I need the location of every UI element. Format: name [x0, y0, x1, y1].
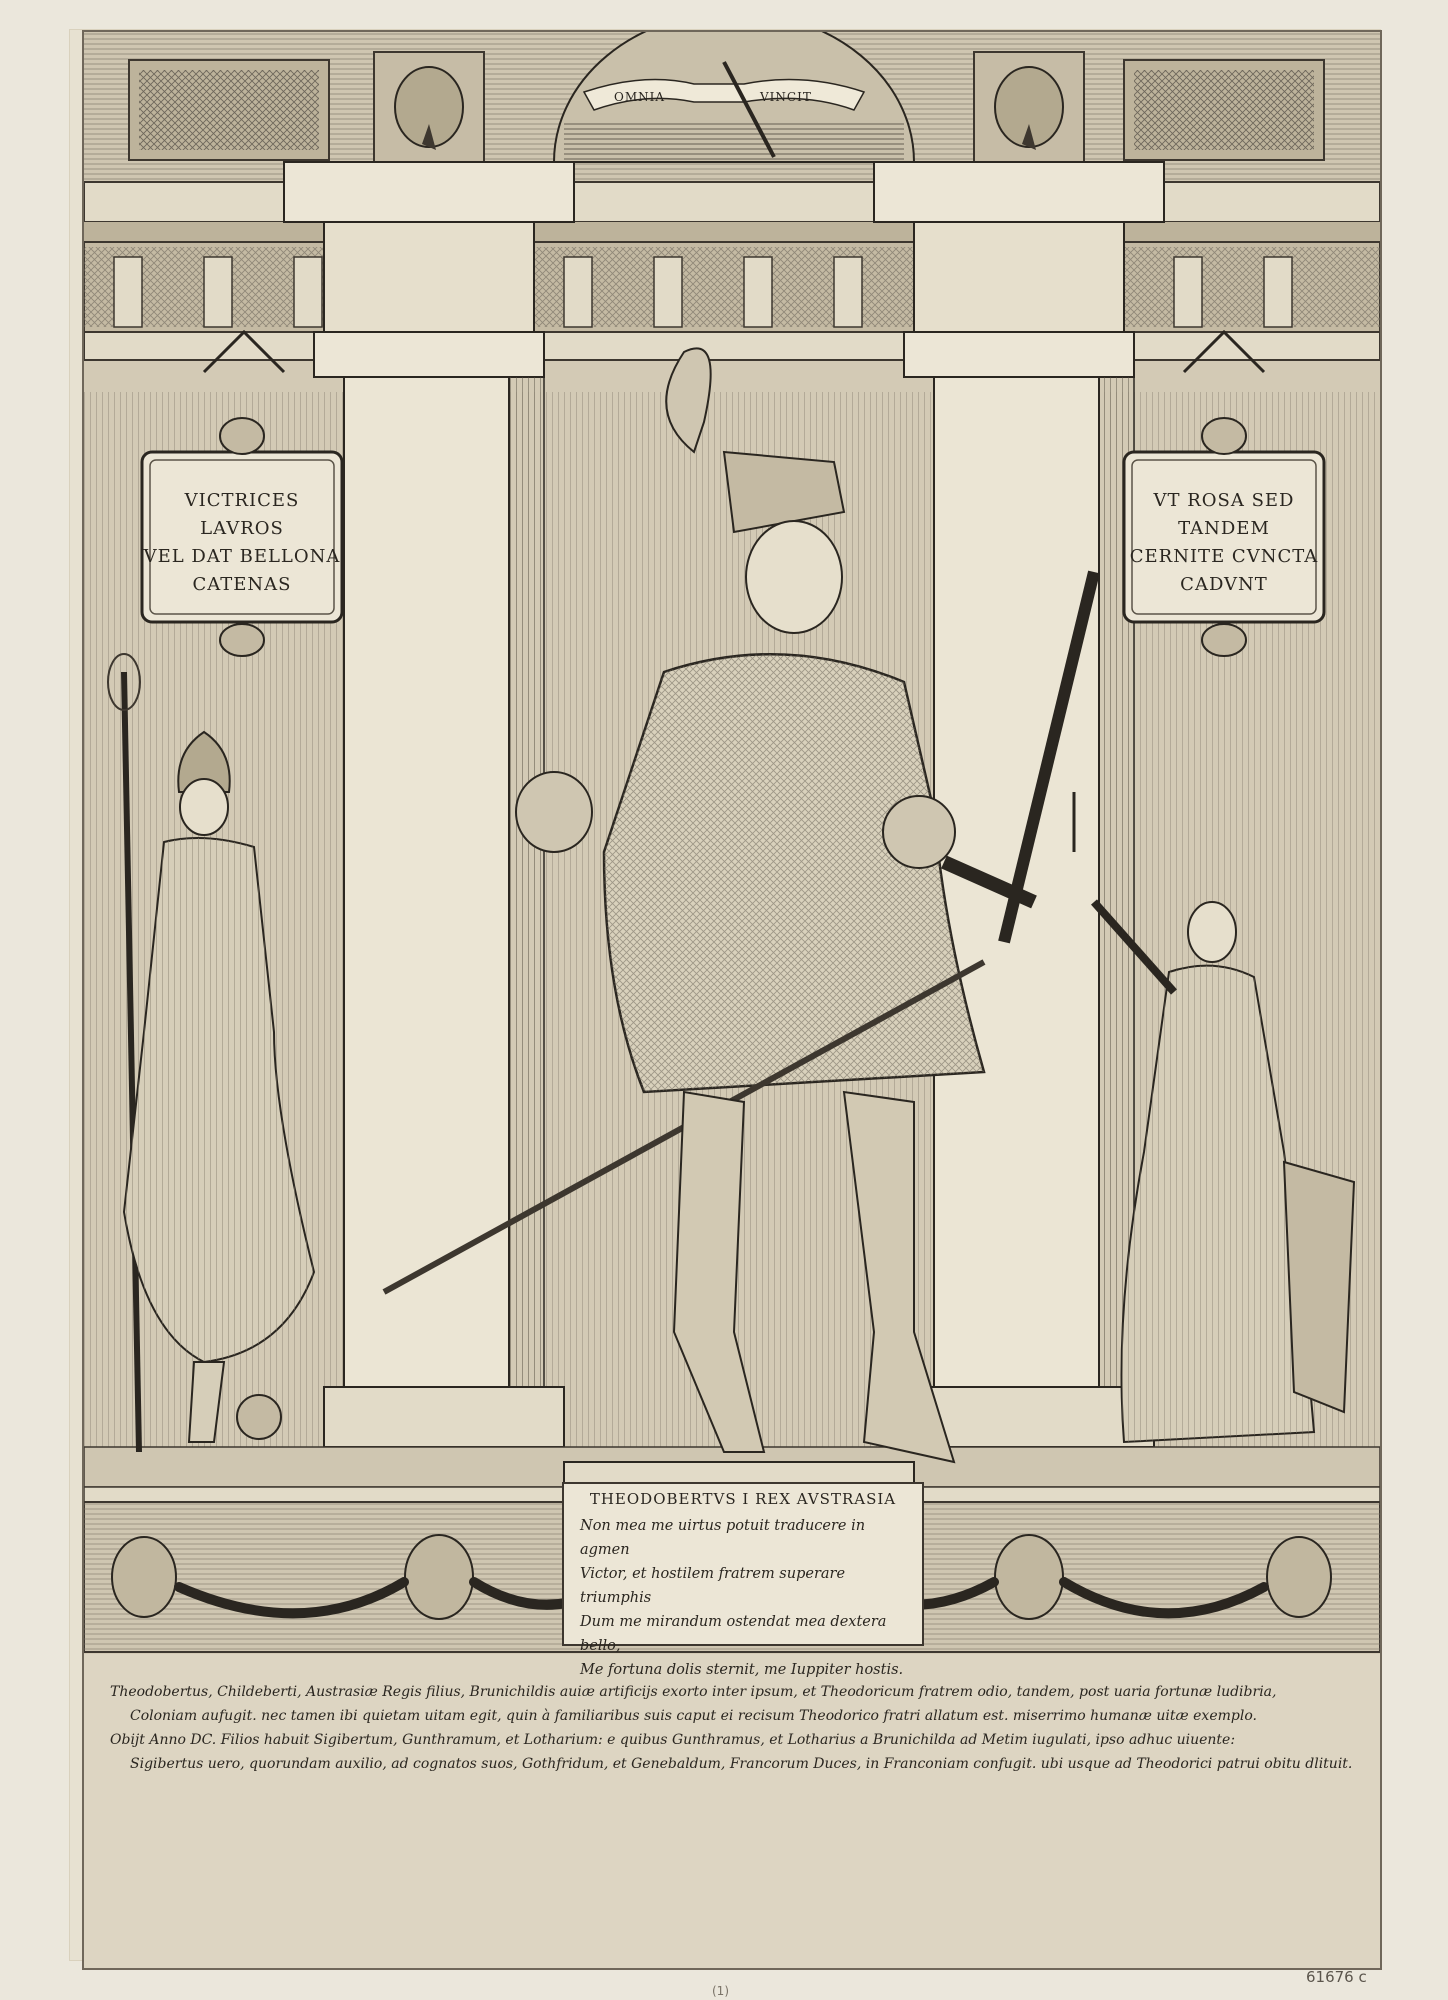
- battle-relief-right: [1124, 60, 1324, 160]
- cartouche-right-inscription: VT ROSA SED TANDEM CERNITE CVNCTA CADVNT: [1129, 490, 1319, 595]
- ribbon-motto-right: VINCIT: [760, 90, 812, 104]
- plaque-verse: Non mea me uirtus potuit traducere in agmen Victor, et hostilem fratrem superare triumphis Dum me mirandum ostendat mea dextera bello, Me fortuna dolis sternit, me Iuppiter hostis.: [580, 1518, 904, 1678]
- caption-line: Coloniam aufugit. nec tamen ibi quietam uitam egit, quin à familiaribus suis caput ei recisum Theodorico fratri allatum est. miserrimo humanæ uitæ exemplo.: [130, 1708, 1257, 1724]
- plaque-title: THEODOBERTVS I REX AVSTRASIA: [589, 1490, 897, 1508]
- pilaster-right: [914, 377, 1154, 1447]
- mask-1: [112, 1537, 176, 1617]
- battle-relief-left: [129, 60, 329, 160]
- title-plaque: [562, 1482, 924, 1678]
- caption-line: Sigibertus uero, quorundam auxilio, ad cognatos suos, Gothfridum, et Genebaldum, Francorum Duces, in Franconiam confugit. ubi usque ad Theodorici patrui obitu dlituit.: [130, 1756, 1353, 1772]
- eagle-head-right: [974, 52, 1084, 162]
- page-mark: (1): [712, 1984, 729, 1998]
- mask-2: [405, 1535, 473, 1619]
- pilaster-capital-left: [284, 162, 574, 377]
- mask-4: [1267, 1537, 1331, 1617]
- biography-caption: [110, 1680, 1360, 1776]
- caption-line: Theodobertus, Childeberti, Austrasiæ Regis filius, Brunichildis auiæ artificijs exorto inter ipsum, et Theodoricum fratrem odio, tandem, post uaria fortunæ ludibria,: [110, 1684, 1277, 1700]
- pilaster-left: [324, 377, 564, 1447]
- cartouche-left-inscription: VICTRICES LAVROS VEL DAT BELLONA CATENAS: [143, 490, 341, 595]
- ribbon-motto-left: OMNIA: [614, 90, 666, 104]
- engraving-illustration: [84, 32, 1380, 1654]
- inventory-number: 61676 c: [1306, 1968, 1367, 1986]
- mask-3: [995, 1535, 1063, 1619]
- caption-line: Obijt Anno DC. Filios habuit Sigibertum, Gunthramum, et Lotharium: e quibus Gunthramus, et Lotharius a Brunichilda ad Metim iugulati, ipso adhuc uiuente:: [110, 1732, 1236, 1748]
- pilaster-capital-right: [874, 162, 1164, 377]
- eagle-head-left: [374, 52, 484, 162]
